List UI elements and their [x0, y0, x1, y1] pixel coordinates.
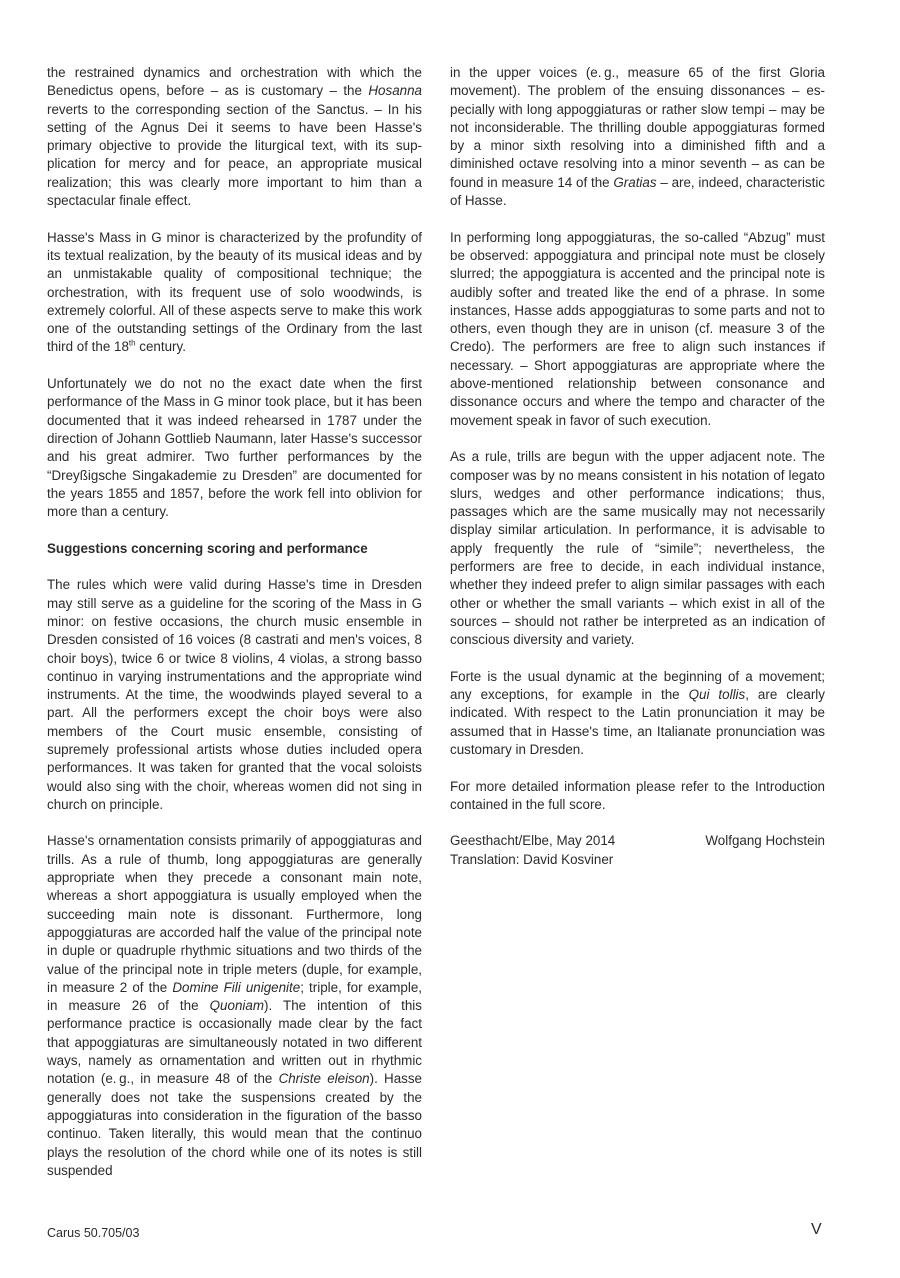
text-run: ). The intention of this performance practice is occasionally made clear by the fact that appoggiaturas are simultaneously notated in two different ways, namely as ornamentation and written out in rhythmic notation (e. g., in measure 48 of the: [47, 998, 422, 1087]
text-run: ; triple, for example, in measure 26 of the: [47, 979, 422, 1014]
text-run: As a rule, trills are begun with the upper adjacent note. The composer was by no means consistent in his notation of legato slurs, wedges and other performance indications; thus, passages which are the same musically may not necessarily display similar articulation. In performance, it is advisable to apply frequently the rule of “simile”; nevertheless, the performers are free to decide, in each individual instance, whether they indeed prefer to align similar passages with each other or whether the small variants – which exist in all of the sources – should not rather be interpreted as an indication of conscious diversity and variety.: [450, 449, 825, 648]
place-date: Geesthacht/Elbe, May 2014: [450, 833, 616, 849]
italic-text: Hosanna: [368, 83, 422, 99]
text-run: Forte is the usual dynamic at the beginning of a movement; any exceptions, for example in the: [450, 668, 825, 703]
text-run: in the upper voices (e. g., measure 65 of the first Gloria movement). The problem of the ensuing dissonances – especially with long appoggiaturas or rather slow tempi – may be not inconsiderable. The thrilling double appoggiaturas formed by a minor sixth resolving into a diminished fifth and a diminished octave resolving into a minor seventh – as can be found in measure 14 of the: [450, 65, 825, 190]
paragraph: [450, 229, 825, 430]
text-run: – are, indeed, characteristic of Hasse.: [450, 174, 826, 209]
paragraph: [47, 576, 422, 814]
paragraph: [450, 448, 825, 649]
left-column: [47, 64, 422, 1180]
text-run: The rules which were valid during Hasse's time in Dresden may still serve as a guideline for the scoring of the Mass in G minor: on festive occasions, the church music ensemble in Dresden consisted of 16 voices (8 castrati and men's voices, 8 choir boys), twice 6 or twice 8 violins, 4 violas, a strong basso continuo in varying instrumentations and the appropriate wind instruments. At the time, the woodwinds played several to a part. All the performers except the choir boys were also members of the Court music ensemble, consisting of supremely professional artists whose duties included opera performances. It was taken for granted that the vocal soloists would also sing with the choir, whereas women did not sing in church on principle.: [47, 577, 422, 812]
paragraph: [450, 778, 825, 815]
italic-text: Christe eleison: [278, 1071, 370, 1087]
paragraph: [450, 668, 825, 759]
section-heading: Suggestions concerning scoring and performance: [47, 540, 368, 556]
paragraph: [47, 832, 422, 1180]
text-run: Unfortunately we do not no the exact date when the first performance of the Mass in G minor took place, but it has been documented that it was indeed rehearsed in 1787 under the direction of Johann Gottlieb Naumann, later Hasse's successor and his great admirer. Two further performances by the “Dreyßigsche Singakademie zu Dresden” are documented for the years 1855 and 1857, before the work fell into oblivion for more than a century.: [47, 376, 422, 520]
paragraph: [47, 229, 422, 357]
paragraph: [450, 64, 825, 210]
superscript-text: th: [128, 338, 136, 348]
text-run: In performing long appoggiaturas, the so-called “Abzug” must be observed: appoggiatura and principal note must be closely slurred; the appoggiatura is accented and the principal note is audibly softer and treated like the end of a phrase. In some instances, Hasse adds appoggiaturas to some parts and not to others, even though they are in unison (cf. measure 3 of the Credo). The performers are free to align such instances if necessary. – Short appoggiaturas are appropriate where the above-mentioned relationship between consonance and dissonance occurs and where the tempo and character of the movement speak in favor of such execution.: [450, 229, 825, 428]
right-column: [450, 64, 825, 869]
translation-credit: Translation: David Kosviner: [450, 851, 614, 867]
text-run: Hasse's Mass in G minor is characterized by the profundity of its textual realization, by the beauty of its musical ideas and by an unmistakable quality of compositional technique; the orchestration, with its frequent use of solo woodwinds, is extremely colorful. All of these aspects serve to make this work one of the outstanding settings of the Ordinary from the last third of the 18: [47, 229, 422, 355]
italic-text: Gratias: [613, 174, 657, 190]
text-run: For more detailed information please refer to the Introduction contained in the full score.: [450, 778, 825, 812]
author-name: Wolfgang Hochstein: [705, 833, 825, 849]
text-run: ). Hasse generally does not take the suspensions created by the appoggiaturas into consideration in the figuration of the basso continuo. Taken literally, this would mean that the continuo plays the resolution of the chord while one of its notes is still suspended: [47, 1071, 422, 1178]
text-run: Hasse's ornamentation consists primarily of appoggiaturas and trills. As a rule of thumb, long appoggiaturas are generally appropriate when they precede a consonant main note, whereas a short appoggiatura is usually employed when the succeeding main note is dissonant. Furthermore, long appoggiaturas are accorded half the value of the principal note in duple or quadruple rhythmic situations and two thirds of the value of the principal note in triple meters (duple, for example, in measure 2 of the: [47, 833, 422, 995]
signature-line: [450, 832, 825, 850]
italic-text: Quoniam: [209, 998, 264, 1014]
text-run: , are clearly indicated. With respect to the Latin pronunciation it may be assumed that in Hasse's time, an Italianate pronunciation was customary in Dresden.: [450, 687, 825, 757]
italic-text: Domine Fili unigenite: [172, 979, 301, 995]
page-number: V: [811, 1221, 822, 1238]
text-run: reverts to the corresponding section of the Sanctus. – In his setting of the Agnus Dei it seems to have been Hasse's primary objective to provide the liturgical text, with its supplication for mercy and for peace, an appropriate musical realization; this was clearly more important to him than a spectacular finale effect.: [47, 101, 422, 209]
text-run: the restrained dynamics and orchestration with which the Benedictus opens, before – as is customary – the: [47, 65, 422, 99]
paragraph: [47, 64, 422, 210]
italic-text: Qui tollis: [688, 687, 746, 703]
paragraph: [47, 375, 422, 521]
catalog-number: Carus 50.705/03: [47, 1226, 140, 1240]
text-run: century.: [135, 339, 186, 355]
